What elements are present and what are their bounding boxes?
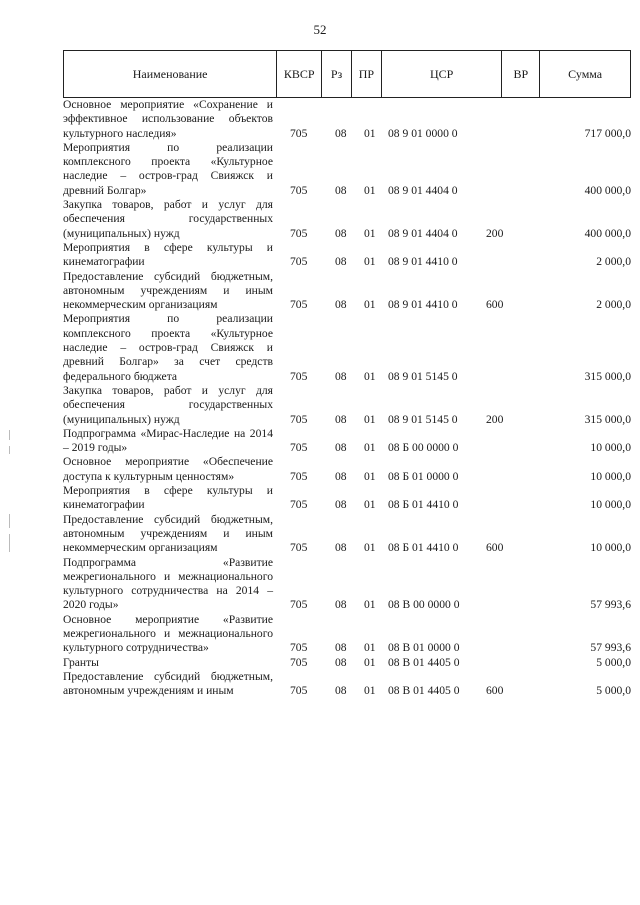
row-pr: 01 bbox=[364, 641, 376, 655]
row-kvsr: 705 bbox=[290, 655, 308, 669]
row-kvsr: 705 bbox=[290, 183, 308, 197]
row-name: Мероприятия в сфере культуры и кинематографии bbox=[63, 484, 273, 512]
row-name: Основное мероприятие «Развитие межрегионального и межнационального культурного сотрудничества» bbox=[63, 612, 273, 655]
row-rz: 08 bbox=[335, 298, 347, 312]
row-name: Закупка товаров, работ и услуг для обеспечения государственных (муниципальных) нужд bbox=[63, 198, 273, 240]
row-kvsr: 705 bbox=[290, 469, 308, 483]
row-vr: 600 bbox=[486, 298, 504, 312]
row-pr: 01 bbox=[364, 255, 376, 269]
row-pr: 01 bbox=[364, 126, 376, 140]
row-rz: 08 bbox=[335, 412, 347, 426]
row-csr: 08 Б 01 4410 0 bbox=[388, 498, 459, 512]
row-pr: 01 bbox=[364, 655, 376, 669]
row-name: Предоставление субсидий бюджетным, автономным учреждениям и иным некоммерческим организациям bbox=[63, 269, 273, 312]
row-pr: 01 bbox=[364, 369, 376, 383]
row-csr: 08 9 01 5145 0 bbox=[388, 412, 458, 426]
table-row bbox=[63, 270, 631, 313]
row-sum: 10 000,0 bbox=[590, 498, 631, 512]
row-csr: 08 Б 01 4410 0 bbox=[388, 541, 459, 555]
table-row bbox=[63, 656, 631, 670]
header-csr: ЦСР bbox=[382, 51, 503, 97]
row-kvsr: 705 bbox=[290, 126, 308, 140]
row-vr: 200 bbox=[486, 412, 504, 426]
row-pr: 01 bbox=[364, 183, 376, 197]
row-name: Предоставление субсидий бюджетным, автономным учреждениям и иным bbox=[63, 669, 273, 698]
row-name: Гранты bbox=[63, 655, 99, 669]
row-csr: 08 Б 01 0000 0 bbox=[388, 469, 459, 483]
row-rz: 08 bbox=[335, 183, 347, 197]
row-csr: 08 В 01 4405 0 bbox=[388, 684, 460, 698]
row-csr: 08 9 01 4404 0 bbox=[388, 226, 458, 240]
row-rz: 08 bbox=[335, 126, 347, 140]
table-row bbox=[63, 484, 631, 513]
row-pr: 01 bbox=[364, 684, 376, 698]
page-number: 52 bbox=[313, 22, 327, 37]
table-row bbox=[63, 670, 631, 699]
row-rz: 08 bbox=[335, 226, 347, 240]
row-rz: 08 bbox=[335, 498, 347, 512]
row-rz: 08 bbox=[335, 684, 347, 698]
row-kvsr: 705 bbox=[290, 226, 308, 240]
row-kvsr: 705 bbox=[290, 684, 308, 698]
row-rz: 08 bbox=[335, 655, 347, 669]
row-kvsr: 705 bbox=[290, 369, 308, 383]
row-pr: 01 bbox=[364, 541, 376, 555]
table-row bbox=[63, 141, 631, 198]
row-sum: 400 000,0 bbox=[584, 183, 631, 197]
row-name: Мероприятия по реализации комплексного проекта «Культурное наследие – остров-град Свияжск и древний Болгар» bbox=[63, 140, 273, 197]
row-name: Мероприятия в сфере культуры и кинематографии bbox=[63, 240, 273, 269]
row-pr: 01 bbox=[364, 441, 376, 455]
table-header bbox=[63, 50, 631, 98]
row-kvsr: 705 bbox=[290, 298, 308, 312]
table-row bbox=[63, 513, 631, 556]
row-sum: 400 000,0 bbox=[584, 226, 631, 240]
row-kvsr: 705 bbox=[290, 498, 308, 512]
table-row bbox=[63, 98, 631, 141]
row-csr: 08 В 01 0000 0 bbox=[388, 641, 460, 655]
row-sum: 5 000,0 bbox=[596, 684, 631, 698]
header-name: Наименование bbox=[64, 51, 277, 97]
row-csr: 08 9 01 4410 0 bbox=[388, 298, 458, 312]
row-vr: 200 bbox=[486, 226, 504, 240]
row-sum: 57 993,6 bbox=[590, 598, 631, 612]
table-row bbox=[63, 455, 631, 484]
row-vr: 600 bbox=[486, 684, 504, 698]
row-pr: 01 bbox=[364, 598, 376, 612]
row-pr: 01 bbox=[364, 498, 376, 512]
row-rz: 08 bbox=[335, 255, 347, 269]
row-csr: 08 9 01 4404 0 bbox=[388, 183, 458, 197]
scan-margin-marks bbox=[9, 430, 12, 558]
row-kvsr: 705 bbox=[290, 255, 308, 269]
table-row bbox=[63, 384, 631, 427]
row-sum: 5 000,0 bbox=[596, 655, 631, 669]
row-name: Закупка товаров, работ и услуг для обеспечения государственных (муниципальных) нужд bbox=[63, 383, 273, 426]
row-pr: 01 bbox=[364, 298, 376, 312]
header-sum: Сумма bbox=[568, 66, 603, 81]
table-row bbox=[63, 556, 631, 613]
row-csr: 08 В 00 0000 0 bbox=[388, 598, 460, 612]
row-sum: 717 000,0 bbox=[584, 126, 631, 140]
row-rz: 08 bbox=[335, 469, 347, 483]
row-name: Мероприятия по реализации комплексного проекта «Культурное наследие – остров-град Свияжск и древний Болгар» за счет средств федерального бюджета bbox=[63, 312, 273, 383]
row-rz: 08 bbox=[335, 541, 347, 555]
row-rz: 08 bbox=[335, 598, 347, 612]
row-kvsr: 705 bbox=[290, 541, 308, 555]
table-row bbox=[63, 198, 631, 241]
row-csr: 08 9 01 5145 0 bbox=[388, 369, 458, 383]
row-name: Предоставление субсидий бюджетным, автономным учреждениям и иным некоммерческим организациям bbox=[63, 512, 273, 555]
row-sum: 2 000,0 bbox=[596, 298, 631, 312]
row-rz: 08 bbox=[335, 369, 347, 383]
row-name: Подпрограмма «Мирас-Наследие на 2014 – 2019 годы» bbox=[63, 426, 273, 455]
row-pr: 01 bbox=[364, 226, 376, 240]
row-kvsr: 705 bbox=[290, 441, 308, 455]
table-body bbox=[63, 98, 631, 698]
row-csr: 08 В 01 4405 0 bbox=[388, 655, 460, 669]
header-rz: Рз bbox=[322, 51, 352, 97]
row-kvsr: 705 bbox=[290, 641, 308, 655]
table-row bbox=[63, 241, 631, 270]
row-kvsr: 705 bbox=[290, 598, 308, 612]
row-csr: 08 Б 00 0000 0 bbox=[388, 441, 459, 455]
row-name: Основное мероприятие «Обеспечение доступа к культурным ценностям» bbox=[63, 455, 273, 483]
row-vr: 600 bbox=[486, 541, 504, 555]
row-csr: 08 9 01 4410 0 bbox=[388, 255, 458, 269]
header-pr: ПР bbox=[352, 51, 382, 97]
row-rz: 08 bbox=[335, 441, 347, 455]
table-row bbox=[63, 613, 631, 656]
row-rz: 08 bbox=[335, 641, 347, 655]
row-sum: 2 000,0 bbox=[596, 255, 631, 269]
header-vr: ВР bbox=[502, 51, 540, 97]
row-sum: 10 000,0 bbox=[590, 441, 631, 455]
row-sum: 10 000,0 bbox=[590, 469, 631, 483]
row-sum: 10 000,0 bbox=[590, 541, 631, 555]
row-sum: 315 000,0 bbox=[584, 412, 631, 426]
row-sum: 57 993,6 bbox=[590, 641, 631, 655]
table-row bbox=[63, 312, 631, 383]
row-kvsr: 705 bbox=[290, 412, 308, 426]
row-pr: 01 bbox=[364, 469, 376, 483]
row-pr: 01 bbox=[364, 412, 376, 426]
header-kvsr: КВСР bbox=[277, 51, 322, 97]
row-name: Основное мероприятие «Сохранение и эффективное использование объектов культурного наследия» bbox=[63, 98, 273, 140]
row-csr: 08 9 01 0000 0 bbox=[388, 126, 458, 140]
row-name: Подпрограмма «Развитие межрегионального и межнационального культурного сотрудничества на 2014 – 2020 годы» bbox=[63, 555, 273, 612]
row-sum: 315 000,0 bbox=[584, 369, 631, 383]
table-row bbox=[63, 427, 631, 456]
